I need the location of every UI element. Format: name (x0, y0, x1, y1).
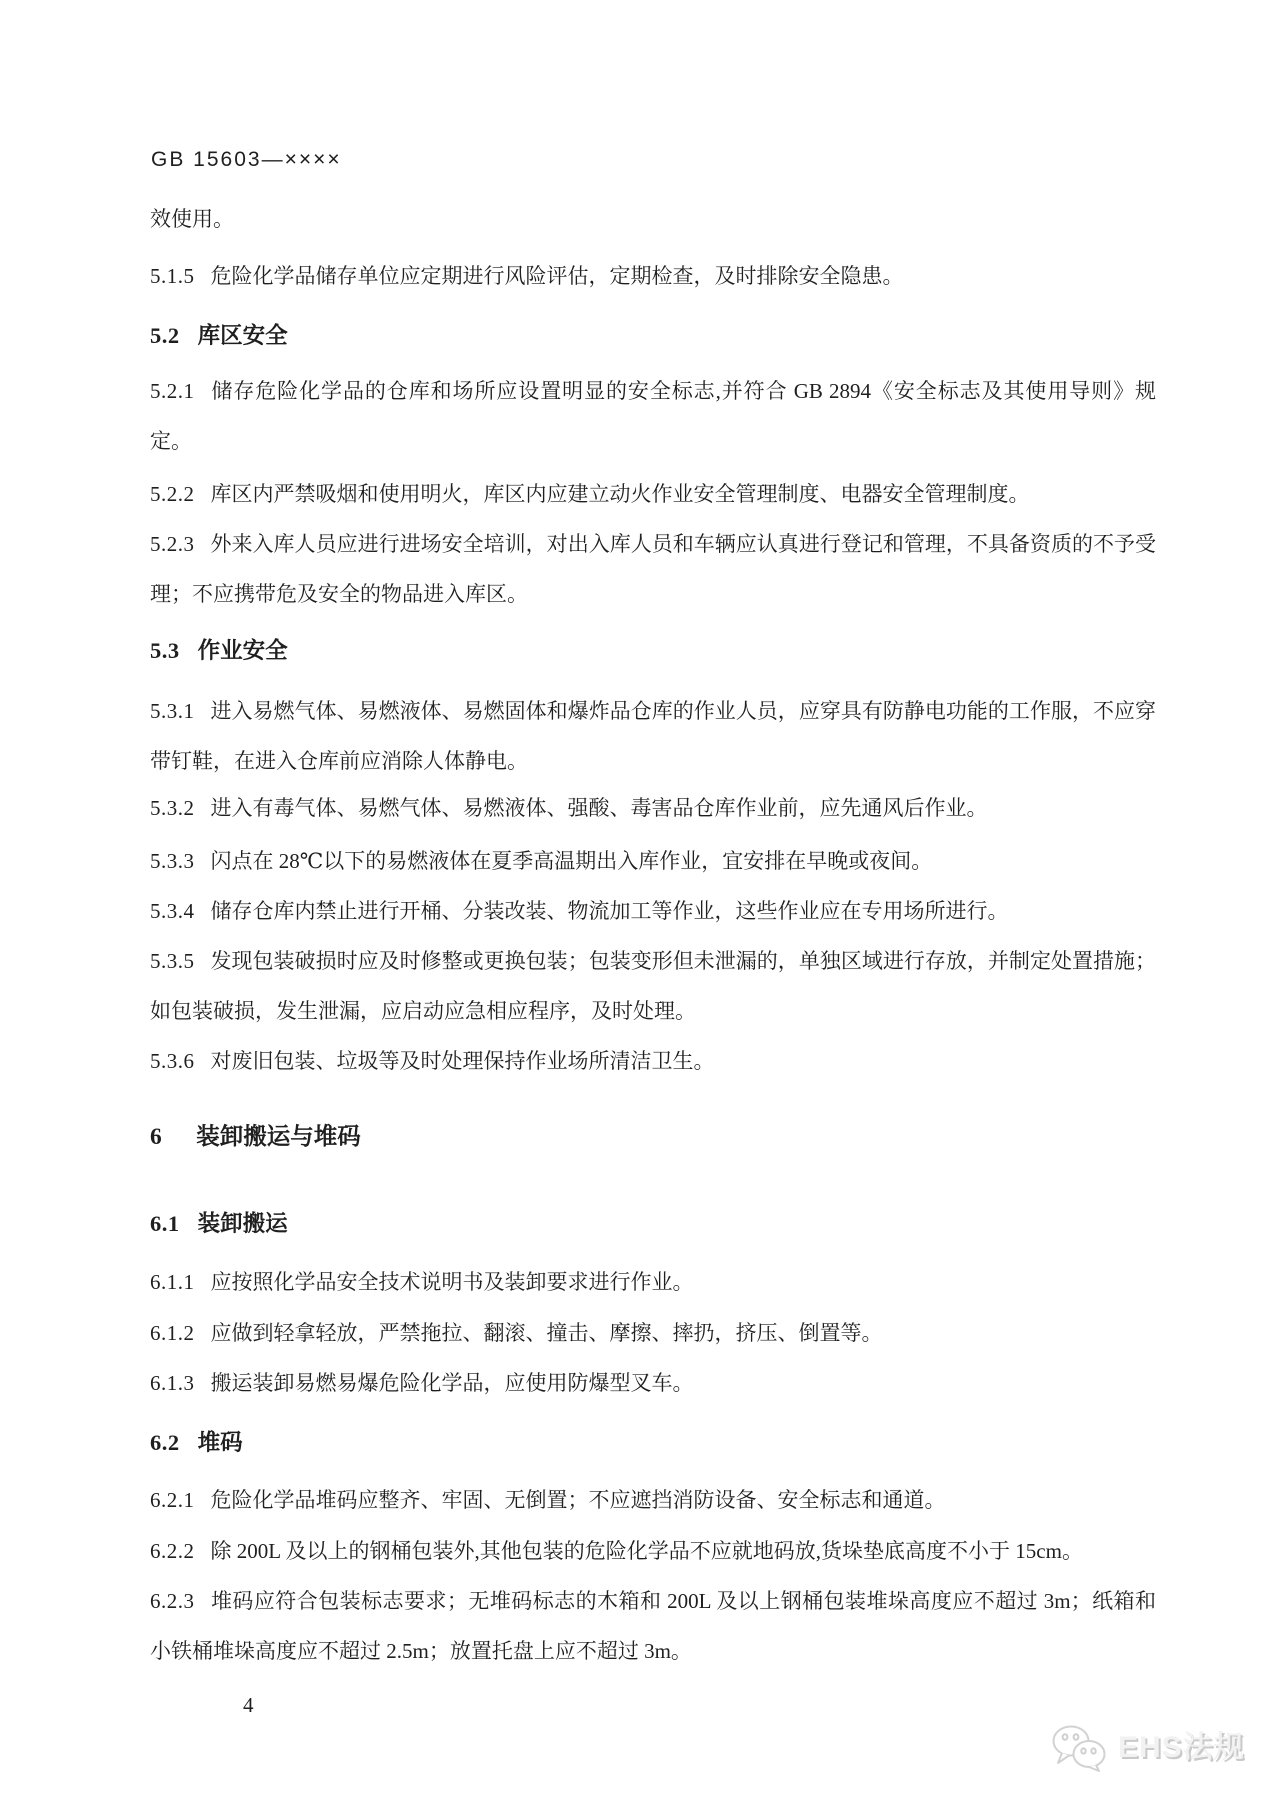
clause-5-2-2 (150, 469, 1156, 519)
section-title: 库区安全 (197, 323, 288, 348)
chapter-heading-6 (150, 1121, 1156, 1152)
clause-text: 进入易燃气体、易燃液体、易燃固体和爆炸品仓库的作业人员，应穿具有防静电功能的工作服，不应穿带钉鞋，在进入仓库前应消除人体静电。 (150, 699, 1156, 773)
clause-text: 闪点在 28℃以下的易燃液体在夏季高温期出入库作业，宜安排在早晚或夜间。 (210, 849, 933, 873)
clause-number: 5.2.2 (150, 482, 195, 506)
paragraph-continuation (150, 194, 1156, 244)
section-number: 6.1 (150, 1211, 180, 1236)
clause-text: 堆码应符合包装标志要求；无堆码标志的木箱和 200L 及以上钢桶包装堆垛高度应不超过 3m；纸箱和小铁桶堆垛高度应不超过 2.5m；放置托盘上应不超过 3m。 (150, 1589, 1156, 1663)
clause-number: 5.1.5 (150, 264, 195, 288)
clause-6-1-1 (150, 1257, 1156, 1307)
clause-number: 5.2.1 (150, 379, 195, 403)
clause-text: 外来入库人员应进行进场安全培训，对出入库人员和车辆应认真进行登记和管理，不具备资质的不予受理；不应携带危及安全的物品进入库区。 (150, 532, 1156, 606)
clause-5-3-5 (150, 936, 1156, 1036)
clause-text: 对废旧包装、垃圾等及时处理保持作业场所清洁卫生。 (210, 1049, 715, 1073)
clause-number: 5.3.4 (150, 899, 195, 923)
section-title: 装卸搬运 (197, 1211, 288, 1236)
clause-number: 5.3.1 (150, 699, 195, 723)
clause-5-2-1 (150, 366, 1156, 466)
clause-text: 应按照化学品安全技术说明书及装卸要求进行作业。 (210, 1270, 694, 1294)
clause-5-3-3 (150, 836, 1156, 886)
clause-text: 危险化学品堆码应整齐、牢固、无倒置；不应遮挡消防设备、安全标志和通道。 (210, 1488, 946, 1512)
section-number: 5.2 (150, 323, 180, 348)
section-heading-6-1 (150, 1209, 1156, 1239)
clause-number: 6.1.1 (150, 1270, 195, 1294)
chapter-title: 装卸搬运与堆码 (196, 1123, 361, 1149)
section-number: 5.3 (150, 638, 180, 663)
clause-text: 库区内严禁吸烟和使用明火，库区内应建立动火作业安全管理制度、电器安全管理制度。 (210, 482, 1030, 506)
section-heading-6-2 (150, 1428, 1156, 1458)
section-number: 6.2 (150, 1430, 180, 1455)
clause-6-1-2 (150, 1308, 1156, 1358)
clause-6-2-3 (150, 1576, 1156, 1676)
clause-5-2-3 (150, 519, 1156, 619)
clause-number: 6.1.2 (150, 1321, 195, 1345)
clause-text: 发现包装破损时应及时修整或更换包装；包装变形但未泄漏的，单独区域进行存放，并制定处置措施；如包装破损，发生泄漏，应启动应急相应程序，及时处理。 (150, 949, 1156, 1023)
clause-text: 储存仓库内禁止进行开桶、分装改装、物流加工等作业，这些作业应在专用场所进行。 (210, 899, 1009, 923)
clause-number: 5.3.2 (150, 796, 195, 820)
clause-5-3-2 (150, 783, 1156, 833)
section-title: 堆码 (197, 1430, 243, 1455)
clause-text: 除 200L 及以上的钢桶包装外,其他包装的危险化学品不应就地码放,货垛垫底高度不小于 15cm。 (210, 1539, 1083, 1563)
standard-code-header: GB 15603—×××× (151, 148, 342, 171)
page-number: 4 (243, 1693, 254, 1717)
watermark (1050, 1724, 1245, 1772)
clause-5-3-4 (150, 886, 1156, 936)
clause-number: 5.3.6 (150, 1049, 195, 1073)
clause-text: 进入有毒气体、易燃气体、易燃液体、强酸、毒害品仓库作业前，应先通风后作业。 (210, 796, 988, 820)
clause-text: 应做到轻拿轻放，严禁拖拉、翻滚、撞击、摩擦、摔扔，挤压、倒置等。 (210, 1321, 883, 1345)
clause-text: 储存危险化学品的仓库和场所应设置明显的安全标志,并符合 GB 2894《安全标志及其使用导则》规定。 (150, 379, 1156, 453)
clause-text: 危险化学品储存单位应定期进行风险评估，定期检查，及时排除安全隐患。 (210, 264, 904, 288)
section-title: 作业安全 (197, 638, 288, 663)
clause-number: 5.3.5 (150, 949, 195, 973)
clause-text: 效使用。 (150, 207, 234, 231)
clause-6-2-1 (150, 1475, 1156, 1525)
clause-number: 6.2.3 (150, 1589, 195, 1613)
clause-5-3-6 (150, 1036, 1156, 1086)
clause-text: 搬运装卸易燃易爆危险化学品，应使用防爆型叉车。 (210, 1371, 694, 1395)
wechat-icon (1050, 1724, 1110, 1772)
watermark-label: EHS法规 (1118, 1731, 1245, 1764)
clause-6-1-3 (150, 1358, 1156, 1408)
clause-number: 6.2.1 (150, 1488, 195, 1512)
clause-number: 6.2.2 (150, 1539, 195, 1563)
clause-number: 6.1.3 (150, 1371, 195, 1395)
clause-5-1-5 (150, 251, 1156, 301)
clause-number: 5.2.3 (150, 532, 195, 556)
clause-6-2-2 (150, 1526, 1156, 1576)
section-heading-5-3 (150, 636, 1156, 666)
clause-5-3-1 (150, 686, 1156, 786)
section-heading-5-2 (150, 321, 1156, 351)
clause-number: 5.3.3 (150, 849, 195, 873)
chapter-number: 6 (150, 1124, 163, 1150)
